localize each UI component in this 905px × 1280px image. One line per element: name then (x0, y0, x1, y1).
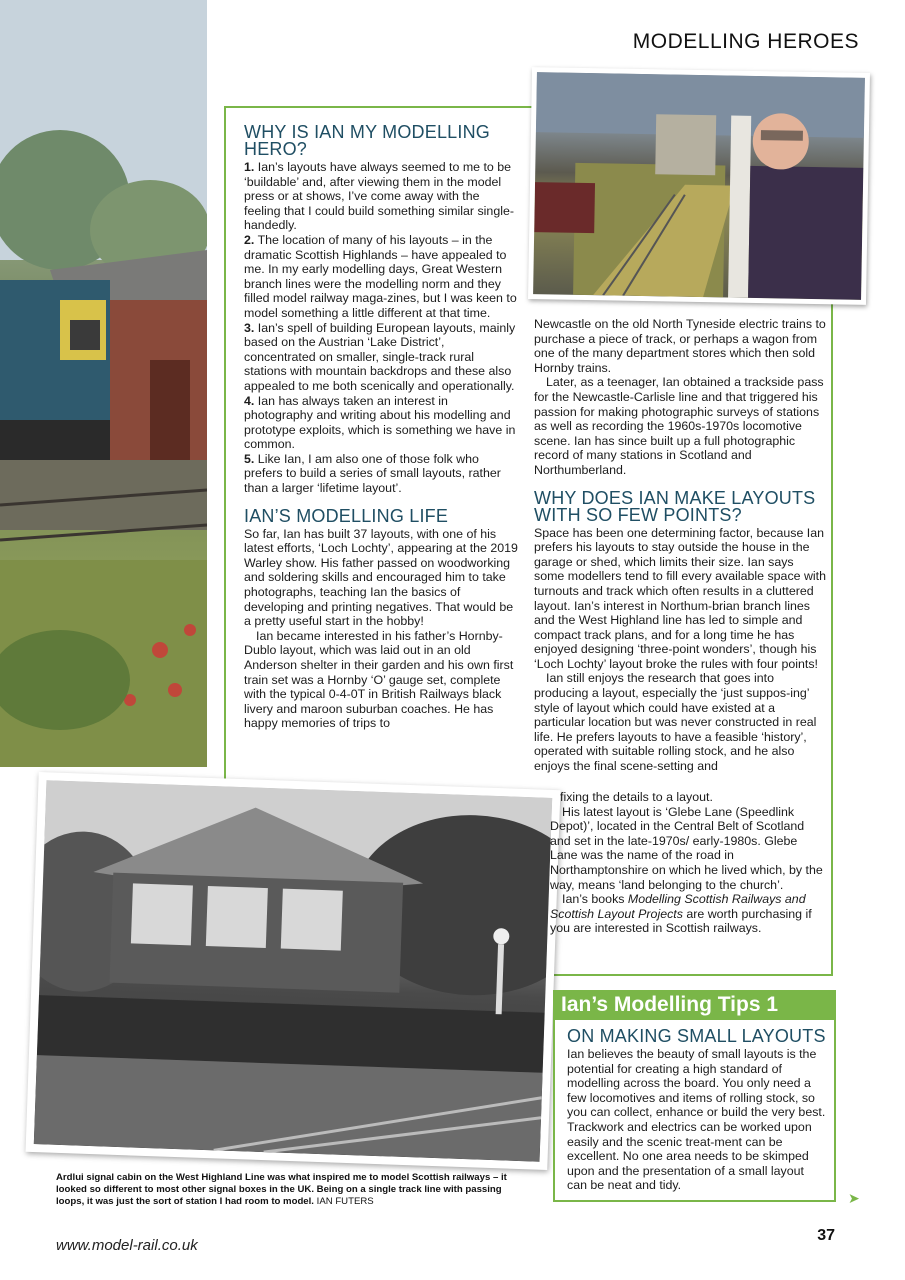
points-paragraph-4: Ian’s books Modelling Scottish Railways and Scottish Layout Projects are worth purchasing if you are interested in Scottish railways. (550, 892, 812, 936)
life-paragraph-1: So far, Ian has built 37 layouts, with one of his latest efforts, ‘Loch Lochty’, appearing at the 2019 Warley show. His father passed on woodworking and soldering skills and encouraged him to take photographs, teaching Ian the basics of developing and printing negatives. That would be a pretty useful start in the hobby! (244, 526, 518, 629)
points-paragraph-1: Space has been one determining factor, because Ian prefers his layouts to stay outside the house in the garage or shed, which limits their size. Ian says some modellers tend to fill every available space with turnouts and track which often results in a cluttered layout. Ian’s interest in Northum-brian branch lines and the West Highland line has led to simple and compact track plans, and for a long time he has enjoyed designing ‘three-point wonders’, though his ‘Loch Lochty’ layout broke the rules with four points! (534, 525, 827, 671)
tips-heading: ON MAKING SMALL LAYOUTS (567, 1026, 826, 1046)
right-column-top (534, 317, 826, 774)
photo-credit: IAN FUTERS (316, 1196, 374, 1207)
left-column (244, 124, 518, 731)
life-paragraph-2: Ian became interested in his father’s Hornby-Dublo layout, which was laid out in an old Anderson shelter in their garden and his own first train set was a Hornby ‘O’ gauge set, complete with the typical 0-4-0T in British Railways black livery and maroon suburban coaches. He has happy memories of trips to (244, 628, 514, 731)
points-paragraph-2: Ian still enjoys the research that goes into producing a layout, especially the ‘just suppos-ing’ style of layout which could have existed at a particular location but was never constructed in real life. He prefers layouts to have a feasible ‘history’, operated with suitable rolling stock, and he also enjoys the final scene-setting and (534, 671, 817, 774)
book-titles: Modelling Scottish Railways and Scottish Layout Projects (550, 892, 806, 921)
continue-arrow-icon: ➤ (848, 1190, 860, 1206)
ian-at-show-photo (528, 67, 870, 305)
signal-cabin-photo (26, 772, 561, 1170)
hero-point-4: 4. Ian has always taken an interest in photography and writing about his modelling and prototype exploits, which is something we have in common. (244, 393, 516, 452)
website-url[interactable]: www.model-rail.co.uk (56, 1237, 198, 1254)
model-locomotive-photo (0, 0, 207, 767)
tips-title: Ian’s Modelling Tips 1 (553, 990, 836, 1020)
life-heading: IAN’S MODELLING LIFE (244, 505, 449, 526)
tips-paragraph: Ian believes the beauty of small layouts is the potential for creating a high standard of modelling across the board. You only need a few locomotives and items of rolling stock, so you can collect, enhance or build the very best. Trackwork and electrics can be worked upon easily and the scenic treat-ment can be excellent. No one area needs to be skimped upon and the presentation of a small layout can be neat and tidy. (567, 1047, 826, 1193)
page-number: 37 (817, 1227, 835, 1244)
points-heading: WHY DOES IAN MAKE LAYOUTS WITH SO FEW POINTS? (534, 487, 816, 525)
life-paragraph-3: Newcastle on the old North Tyneside electric trains to purchase a piece of track, or perhaps a wagon from one of the many department stores which then sold Hornby trains. (534, 317, 826, 375)
points-paragraph-2-end: fixing the details to a layout. (560, 790, 713, 804)
hero-point-2: 2. The location of many of his layouts – in the dramatic Scottish Highlands – have appealed to me. In my early modelling days, Great Western branch lines were the modelling norm and they filled model railway maga-zines, but I was keen to model something a little different at that time. (244, 232, 517, 320)
tips-body (567, 1028, 827, 1193)
photo-caption: Ardlui signal cabin on the West Highland Line was what inspired me to model Scottish railways – it looked so different to most other signal boxes in the UK. Being on a single track line with passing loops, it was just the sort of station I had room to model. IAN FUTERS (56, 1172, 507, 1207)
hero-heading: WHY IS IAN MY MODELLING HERO? (244, 122, 490, 159)
hero-point-3: 3. Ian’s spell of building European layouts, mainly based on the Austrian ‘Lake District’, concentrated on smaller, single-track rural stations with mountain backdrops and these also appealed to me both scenically and operationally. (244, 320, 516, 393)
points-paragraph-3: His latest layout is ‘Glebe Lane (Speedlink Depot)’, located in the Central Belt of Scotland and set in the late-1970s/ early-1980s. Glebe Lane was the name of the road in Northamptonshire on which he lived which, by the way, means ‘land belonging to the church’. (550, 804, 823, 892)
right-column-bottom (550, 790, 826, 936)
life-paragraph-4: Later, as a teenager, Ian obtained a trackside pass for the Newcastle-Carlisle line and that triggered his passion for making photographic surveys of stations as well as recording the 1960s-1970s locomotive scene. Ian has since built up a full photographic record of many stations in Scotland and Northumberland. (534, 375, 824, 477)
hero-point-1: 1. Ian’s layouts have always seemed to me to be ‘buildable’ and, after viewing them in the model press or at shows, I’ve come away with the feeling that I could build something similar single-handedly. (244, 160, 514, 233)
section-label: MODELLING HEROES (632, 30, 859, 53)
hero-point-5: 5. Like Ian, I am also one of those folk who prefers to build a series of small layouts, rather than a larger ‘lifetime layout’. (244, 451, 501, 496)
